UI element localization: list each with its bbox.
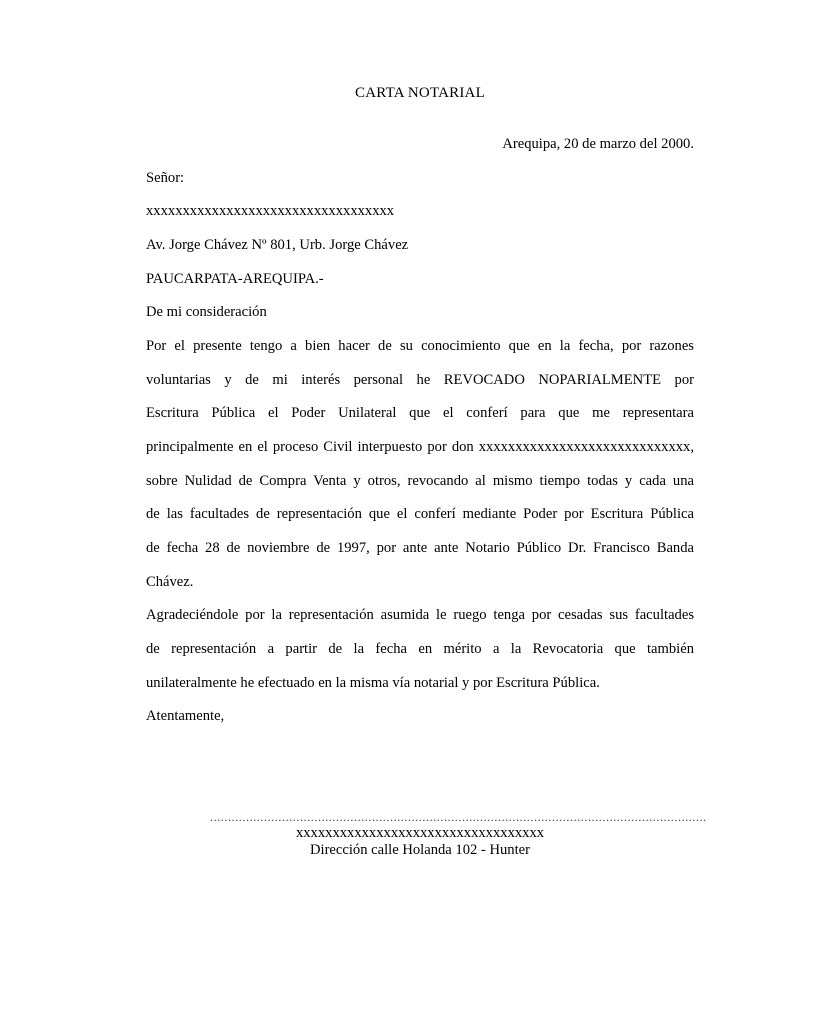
- body-line: Agradeciéndole por la representación asumida le ruego tenga por cesadas sus facultades: [146, 607, 694, 623]
- body-line: de fecha 28 de noviembre de 1997, por ante ante Notario Público Dr. Francisco Banda: [146, 540, 694, 556]
- signature-name: xxxxxxxxxxxxxxxxxxxxxxxxxxxxxxxxxx: [295, 825, 545, 841]
- recipient-salutation: Señor:: [146, 170, 185, 186]
- recipient-name: xxxxxxxxxxxxxxxxxxxxxxxxxxxxxxxxxx: [146, 203, 395, 219]
- document-title: CARTA NOTARIAL: [355, 85, 485, 101]
- body-line: de las facultades de representación que el conferí mediante Poder por Escritura Pública: [146, 506, 694, 522]
- signature-address: Dirección calle Holanda 102 - Hunter: [309, 842, 531, 858]
- body-line: voluntarias y de mi interés personal he REVOCADO NOPARIALMENTE por: [146, 372, 694, 388]
- signature-line: ..........................................................................................................................................: [210, 810, 707, 824]
- body-line: de representación a partir de la fecha en mérito a la Revocatoria que también: [146, 641, 694, 657]
- body-line: principalmente en el proceso Civil interpuesto por don xxxxxxxxxxxxxxxxxxxxxxxxxxxxx,: [146, 439, 694, 455]
- body-line: sobre Nulidad de Compra Venta y otros, revocando al mismo tiempo todas y cada una: [146, 473, 694, 489]
- closing: Atentamente,: [146, 708, 225, 724]
- letter-date: Arequipa, 20 de marzo del 2000.: [502, 136, 694, 152]
- greeting: De mi consideración: [146, 304, 267, 320]
- body-line: Chávez.: [146, 574, 194, 590]
- recipient-city: PAUCARPATA-AREQUIPA.-: [146, 271, 324, 287]
- body-line: Por el presente tengo a bien hacer de su conocimiento que en la fecha, por razones: [146, 338, 694, 354]
- body-line: Escritura Pública el Poder Unilateral que el conferí para que me representara: [146, 405, 694, 421]
- recipient-address: Av. Jorge Chávez Nº 801, Urb. Jorge Chávez: [146, 237, 409, 253]
- body-line: unilateralmente he efectuado en la misma vía notarial y por Escritura Pública.: [146, 675, 600, 691]
